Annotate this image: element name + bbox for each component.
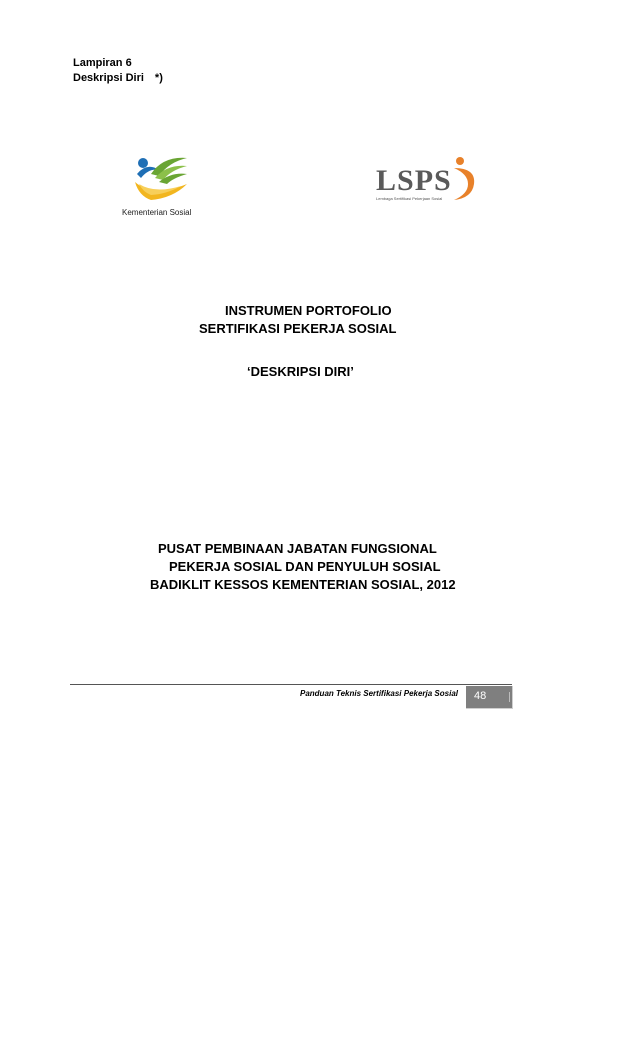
document-title-line-3: ‘DESKRIPSI DIRI’ [247, 364, 354, 379]
page-number-box [466, 686, 513, 709]
kemsos-caption: Kementerian Sosial [122, 208, 192, 217]
institution-line-1: PUSAT PEMBINAAN JABATAN FUNGSIONAL [158, 541, 437, 556]
document-title-line-2: SERTIFIKASI PEKERJA SOSIAL [199, 321, 397, 336]
footer-divider [70, 684, 512, 685]
lsps-figure-icon [450, 154, 480, 202]
appendix-label: Lampiran 6 [73, 57, 132, 69]
document-title-line-1: INSTRUMEN PORTOFOLIO [225, 303, 392, 318]
page-number: 48 [474, 690, 487, 702]
lsps-logo-subtitle: Lembaga Sertifikasi Pekerjaan Sosial [376, 196, 443, 201]
footer-text: Panduan Teknis Sertifikasi Pekerja Sosial [300, 689, 458, 698]
page-box-divider [509, 692, 510, 702]
footnote-mark: *) [154, 72, 163, 84]
appendix-subtitle [73, 71, 163, 85]
institution-line-2: PEKERJA SOSIAL DAN PENYULUH SOSIAL [169, 559, 441, 574]
kemsos-logo-icon [133, 154, 189, 202]
appendix-subtitle-text: Deskripsi Diri [73, 72, 144, 84]
lsps-logo-text: LSPS [376, 164, 452, 197]
institution-line-3: BADIKLIT KESSOS KEMENTERIAN SOSIAL, 2012 [150, 577, 456, 592]
lsps-logo [370, 154, 480, 204]
